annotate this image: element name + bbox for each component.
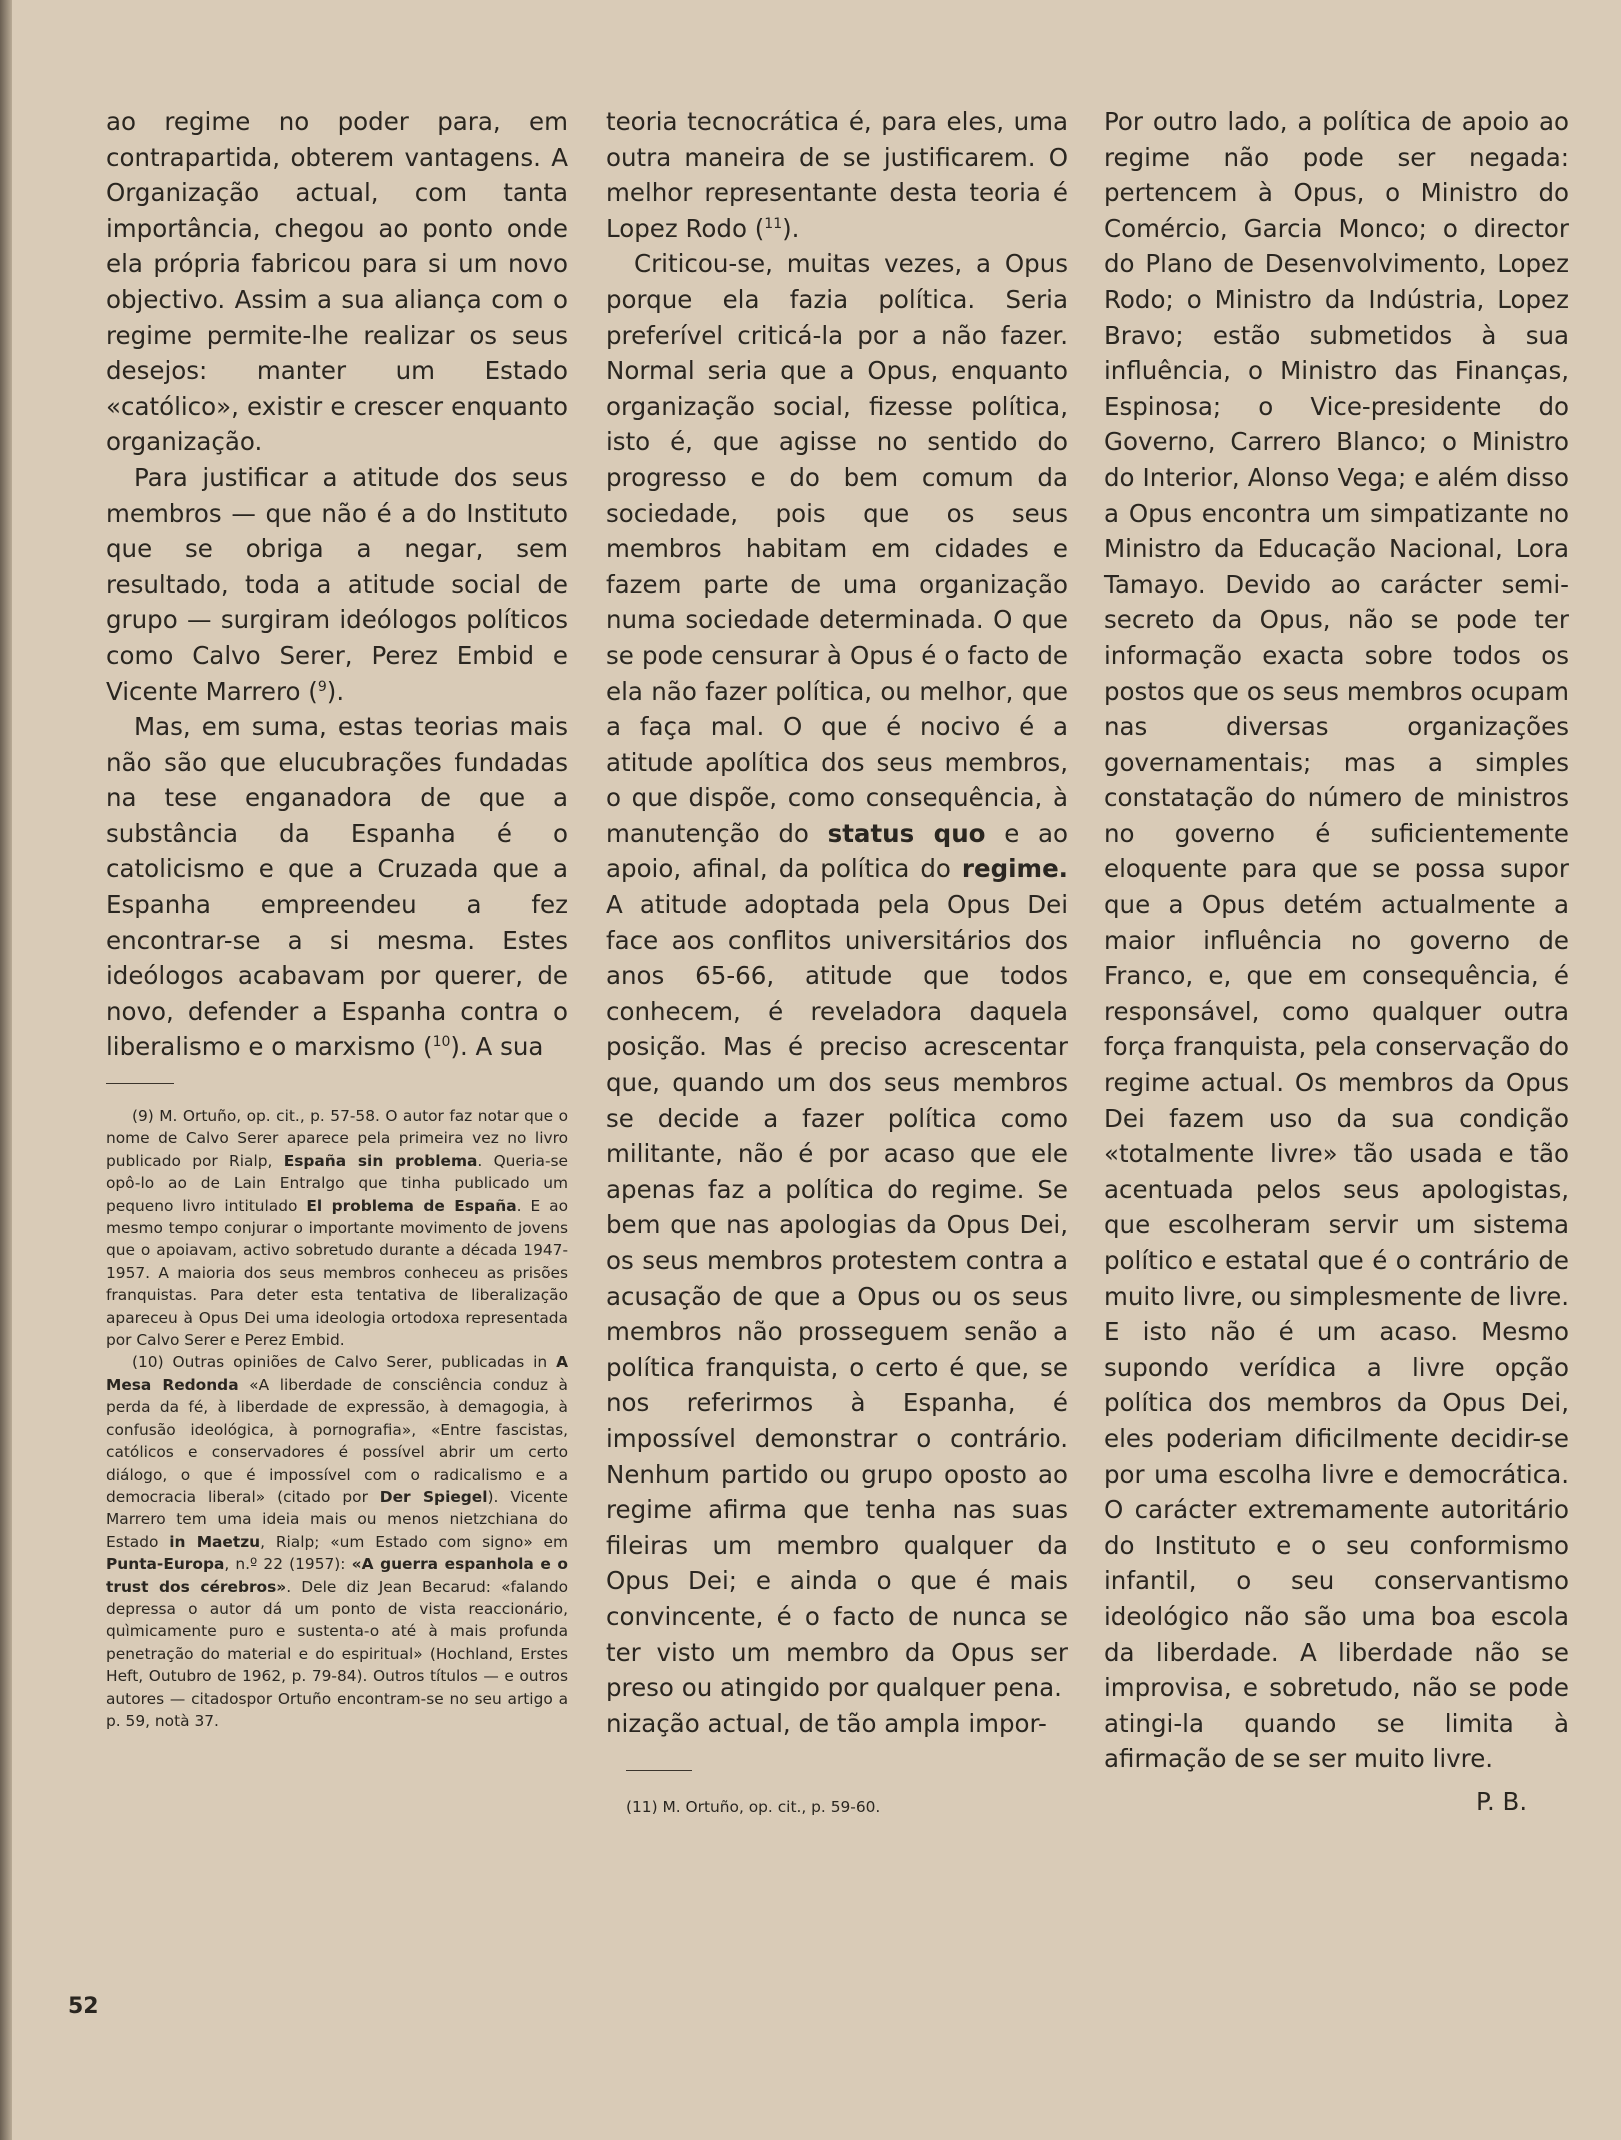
text-run: ). A sua xyxy=(450,1032,544,1062)
text-run: (10) Outras opiniões de Calvo Serer, publicadas in xyxy=(132,1353,557,1372)
text-run: (9) M. Ortuño, op. cit., p. 57-58. O autor faz notar que o nome de Calvo Serer aparece pela primeira vez no livro publicado por Rialp, xyxy=(106,1107,568,1170)
text-run: e ao apoio, afinal, da política do xyxy=(606,818,1069,884)
footnote-10 xyxy=(106,1351,568,1732)
paragraph: Por outro lado, a política de apoio ao regime não pode ser negada: pertencem à Opus, o Ministro do Comércio, Garcia Monco; o director do Plano de Desenvolvimento, Lopez Rodo; o Ministro da Indústria, Lopez Bravo; estão submetidos à sua influência, o Ministro das Finanças, Espinosa; o Vice-presidente do Governo, Carrero Blanco; o Ministro do Interior, Alonso Vega; e além disso a Opus encontra um simpatizante no Ministro da Educação Nacional, Lora Tamayo. Devido ao carácter semi-secreto da Opus, não se pode ter informação exacta sobre todos os postos que os seus membros ocupam nas diversas organizações governamentais; mas a simples constatação do número de ministros no governo é suficientemente eloquente para que se possa supor que a Opus detém actualmente a maior influência no governo de Franco, e, que em consequência, é responsável, como qualquer outra força franquista, pela conservação do regime actual. Os membros da Opus Dei fazem uso da sua condição «totalmente livre» tão usada e tão acentuada pelos seus apologistas, que escolheram servir um sistema político e estatal que é o contrário de muito livre, ou simplesmente de livre. E isto não é um acaso. Mesmo supondo verídica a livre opção política dos membros da Opus Dei, eles poderiam dificilmente decidir-se por uma escolha livre e democrática. O carácter extremamente autoritário do Instituto e o seu conformismo infantil, o seu conservantismo ideológico não são uma boa escola da liberdade. A liberdade não se improvisa, e sobretudo, não se pode atingi-la quando se limita à afirmação de se ser muito livre. xyxy=(1104,107,1569,1774)
text-run: teoria tecnocrática é, para eles, uma outra maneira de se justificarem. O melhor representante desta teoria é Lopez Rodo ( xyxy=(606,107,1068,243)
emphasis: status quo xyxy=(827,818,986,848)
text-run: Criticou-se, muitas vezes, a Opus porque ela fazia política. Seria preferível criticá-la por a não fazer. Normal seria que a Opus, enquanto organização social, fizesse política, isto é, que agisse no sentido do progresso e do bem comum da sociedade, pois que os seus membros habitam em cidades e fazem parte de uma organização numa sociedade determinada. O que se pode censurar à Opus é o facto de ela não fazer política, ou melhor, que a faça mal. O que é nocivo é a atitude apolítica dos seus membros, o que dispõe, como consequência, à manutenção do xyxy=(606,249,1068,848)
author-signature: P. B. xyxy=(1476,1787,1528,1816)
footnote-rule xyxy=(106,1083,174,1084)
text-run: ). xyxy=(782,213,800,243)
text-run: Para justificar a atitude dos seus membros — que não é a do Instituto que se obriga a negar, sem resultado, toda a atitude social de grupo — surgiram ideólogos políticos como Calvo Serer, Perez Embid e Vicente Marrero ( xyxy=(106,462,568,706)
text-run: ). xyxy=(326,676,345,706)
book-title: El problema de España xyxy=(306,1196,517,1215)
text-run: . Dele diz Jean Becarud: «falando depressa o autor dá um ponto de vista reaccionário, quìmicamente puro e sustenta-o até à mais profunda penetração do material e do espiritual» (Hochland, Erstes Heft, Outubro de 1962, p. 79-84). Outros títulos — e outros autores — citadospor Ortuño encontram-se no seu artigo a p. 59, notà 37. xyxy=(106,1577,569,1730)
text-run: . E ao mesmo tempo conjurar o importante movimento de jovens que o apoiavam, activo sobretudo durante a década 1947-1957. A maioria dos seus membros conheceu as prisões franquistas. Para deter esta tentativa de liberalização apareceu à Opus Dei uma ideologia ortodoxa representada por Calvo Serer e Perez Embid. xyxy=(106,1196,568,1350)
text-run: . Queria-se opô-lo ao de Lain Entralgo que tinha publicado um pequeno livro intitulado xyxy=(106,1151,568,1215)
text-column-3 xyxy=(1104,104,1569,1777)
footnote-ref: 11 xyxy=(764,215,783,232)
paragraph xyxy=(606,246,1068,1705)
text-column-2 xyxy=(606,104,1068,1741)
publication-title: Der Spiegel xyxy=(379,1487,488,1506)
page-number: 52 xyxy=(68,1994,99,2019)
text-run: «A liberdade de consciência conduz à perda da fé, à liberdade de expressão, à demagogia, à confusão ideológica, à pornografia», «Entre fascistas, católicos e conservadores é possível abrir um certo diálogo, o que é impossível com o radicalismo e a democracia liberal» (citado por xyxy=(106,1375,568,1506)
footnote-ref: 9 xyxy=(317,678,327,695)
article-title: «A guerra espanhola e o trust dos cérebros» xyxy=(106,1555,568,1596)
paragraph: nização actual, de tão ampla impor- xyxy=(606,1708,1047,1738)
footnote-9 xyxy=(106,1105,568,1351)
publication-title: Punta-Europa xyxy=(106,1555,225,1574)
paragraph xyxy=(606,104,1068,246)
text-run: ). Vicente Marrero tem uma ideia mais ou menos nietzchiana do Estado xyxy=(106,1487,568,1551)
text-run: , n.º 22 (1957): xyxy=(224,1555,352,1574)
text-run: , Rialp; «um Estado com signo» em xyxy=(260,1532,568,1551)
paragraph: ao regime no poder para, em contrapartida, obterem vantagens. A Organização actual, com tanta importância, chegou ao ponto onde ela própria fabricou para si um novo objectivo. Assim a sua aliança com o regime permite-lhe realizar os seus desejos: manter um Estado «católico», existir e crescer enquanto organização. xyxy=(106,107,568,457)
footnote-11: (11) M. Ortuño, op. cit., p. 59-60. xyxy=(626,1798,881,1816)
text-column-1 xyxy=(106,104,568,1065)
emphasis: regime. xyxy=(961,854,1068,884)
publication-title: A Mesa Redonda xyxy=(106,1353,568,1394)
paragraph xyxy=(106,709,568,1065)
publication-title: in Maetzu xyxy=(169,1532,261,1551)
footnote-rule xyxy=(626,1770,692,1771)
page-binding-edge xyxy=(0,0,12,2140)
text-run: A atitude adoptada pela Opus Dei face aos conflitos universitários dos anos 65-66, atitude que todos conhecem, é reveladora daquela posição. Mas é preciso acrescentar que, quando um dos seus membros se decide a fazer política como militante, não é por acaso que ele apenas faz a política do regime. Se bem que nas apologias da Opus Dei, os seus membros protestem contra a acusação de que a Opus ou os seus membros não prosseguem senão a política franquista, o certo é que, se nos referirmos à Espanha, é impossível demonstrar o contrário. Nenhum partido ou grupo oposto ao regime afirma que tenha nas suas fileiras um membro qualquer da Opus Dei; e ainda o que é mais convincente, é o facto de nunca se ter visto um membro da Opus ser preso ou atingido por qualquer pena. xyxy=(606,890,1068,1703)
footnotes-left xyxy=(106,1105,568,1732)
footnote-ref: 10 xyxy=(432,1034,451,1051)
paragraph xyxy=(106,460,568,709)
book-title: España sin problema xyxy=(283,1151,478,1170)
text-run: Mas, em suma, estas teorias mais não são que elucubrações fundadas na tese enganadora de que a substância da Espanha é o catolicismo e que a Cruzada que a Espanha empreendeu a fez encontrar-se a si mesma. Estes ideólogos acabavam por querer, de novo, defender a Espanha contra o liberalismo e o marxismo ( xyxy=(106,712,568,1062)
